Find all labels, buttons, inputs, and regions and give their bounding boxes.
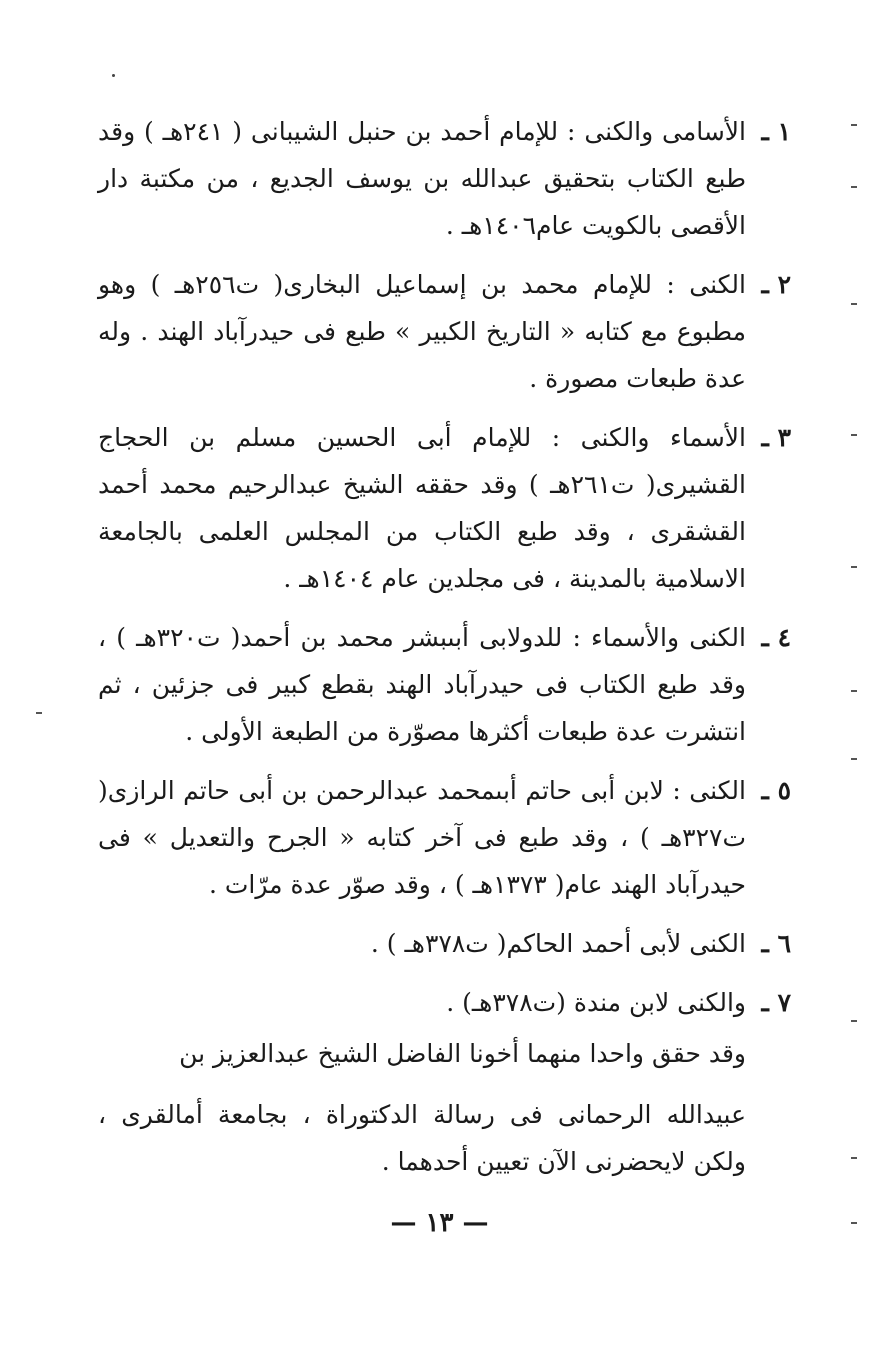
margin-mark — [851, 124, 857, 126]
item-number: ٧ ـ — [761, 988, 791, 1017]
continuation-paragraph — [98, 1030, 791, 1185]
item-number: ٤ ـ — [761, 623, 791, 652]
margin-mark — [851, 186, 857, 188]
margin-mark — [851, 1020, 857, 1022]
item-text: الأسامى والكنى : للإمام أحمد بن حنبل الشيبانى ( ٢٤١هـ ) وقد طبع الكتاب بتحقيق عبدالله بن يوسف الجديع ، من مكتبة دار الأقصى بالكويت عام١٤٠٦هـ . — [98, 117, 747, 240]
page-number: — ١٣ — — [390, 1208, 489, 1238]
list-item — [98, 979, 791, 1026]
scan-speck — [112, 74, 115, 77]
item-number: ٥ ـ — [761, 776, 791, 805]
list-item — [98, 614, 791, 755]
item-text: الأسماء والكنى : للإمام أبى الحسين مسلم بن الحجاج القشيرى( ت٢٦١هـ ) وقد حققه الشيخ عبدالرحيم محمد أحمد القشقرى ، وقد طبع الكتاب من المجلس العلمى بالجامعة الاسلامية بالمدينة ، فى مجلدين عام ١٤٠٤هـ . — [98, 423, 747, 593]
list-item — [98, 767, 791, 908]
item-text: الكنى لأبى أحمد الحاكم( ت٣٧٨هـ ) . — [370, 929, 746, 958]
margin-mark — [851, 303, 857, 305]
item-text: الكنى : لابن أبى حاتم أبىمحمد عبدالرحمن بن أبى حاتم الرازى( ت٣٢٧هـ ) ، وقد طبع فى آخر كتابه « الجرح والتعديل » فى حيدرآباد الهند عام( ١٣٧٣هـ ) ، وقد صوّر عدة مرّات . — [98, 776, 746, 899]
item-text: الكنى : للإمام محمد بن إسماعيل البخارى( ت٢٥٦هـ ) وهو مطبوع مع كتابه « التاريخ الكبير » طبع فى حيدرآباد الهند . وله عدة طبعات مصورة . — [98, 270, 746, 393]
margin-mark — [851, 758, 857, 760]
margin-mark — [851, 566, 857, 568]
continuation-line: عبيدالله الرحمانى فى رسالة الدكتوراة ، بجامعة أمالقرى ، ولكن لايحضرنى الآن تعيين أحدهما . — [98, 1100, 746, 1176]
list-item — [98, 920, 791, 967]
margin-mark — [851, 434, 857, 436]
list-item — [98, 261, 791, 402]
item-number: ٢ ـ — [761, 270, 791, 299]
margin-mark — [851, 1157, 857, 1159]
item-number: ٦ ـ — [761, 929, 791, 958]
margin-mark — [851, 690, 857, 692]
margin-mark — [36, 712, 42, 714]
list-item — [98, 414, 791, 602]
main-text — [98, 108, 791, 1185]
item-number: ٣ ـ — [761, 423, 791, 452]
item-number: ١ ـ — [761, 117, 791, 146]
item-text: والكنى لابن مندة (ت٣٧٨هـ) . — [446, 988, 746, 1017]
item-text: الكنى والأسماء : للدولابى أبىبشر محمد بن أحمد( ت٣٢٠هـ ) ، وقد طبع الكتاب فى حيدرآباد الهند بقطع كبير فى جزئين ، ثم انتشرت عدة طبعات أكثرها مصوّرة من الطبعة الأولى . — [98, 623, 746, 746]
continuation-line: وقد حقق واحدا منهما أخونا الفاضل الشيخ عبدالعزيز بن — [179, 1039, 746, 1068]
list-item — [98, 108, 791, 249]
